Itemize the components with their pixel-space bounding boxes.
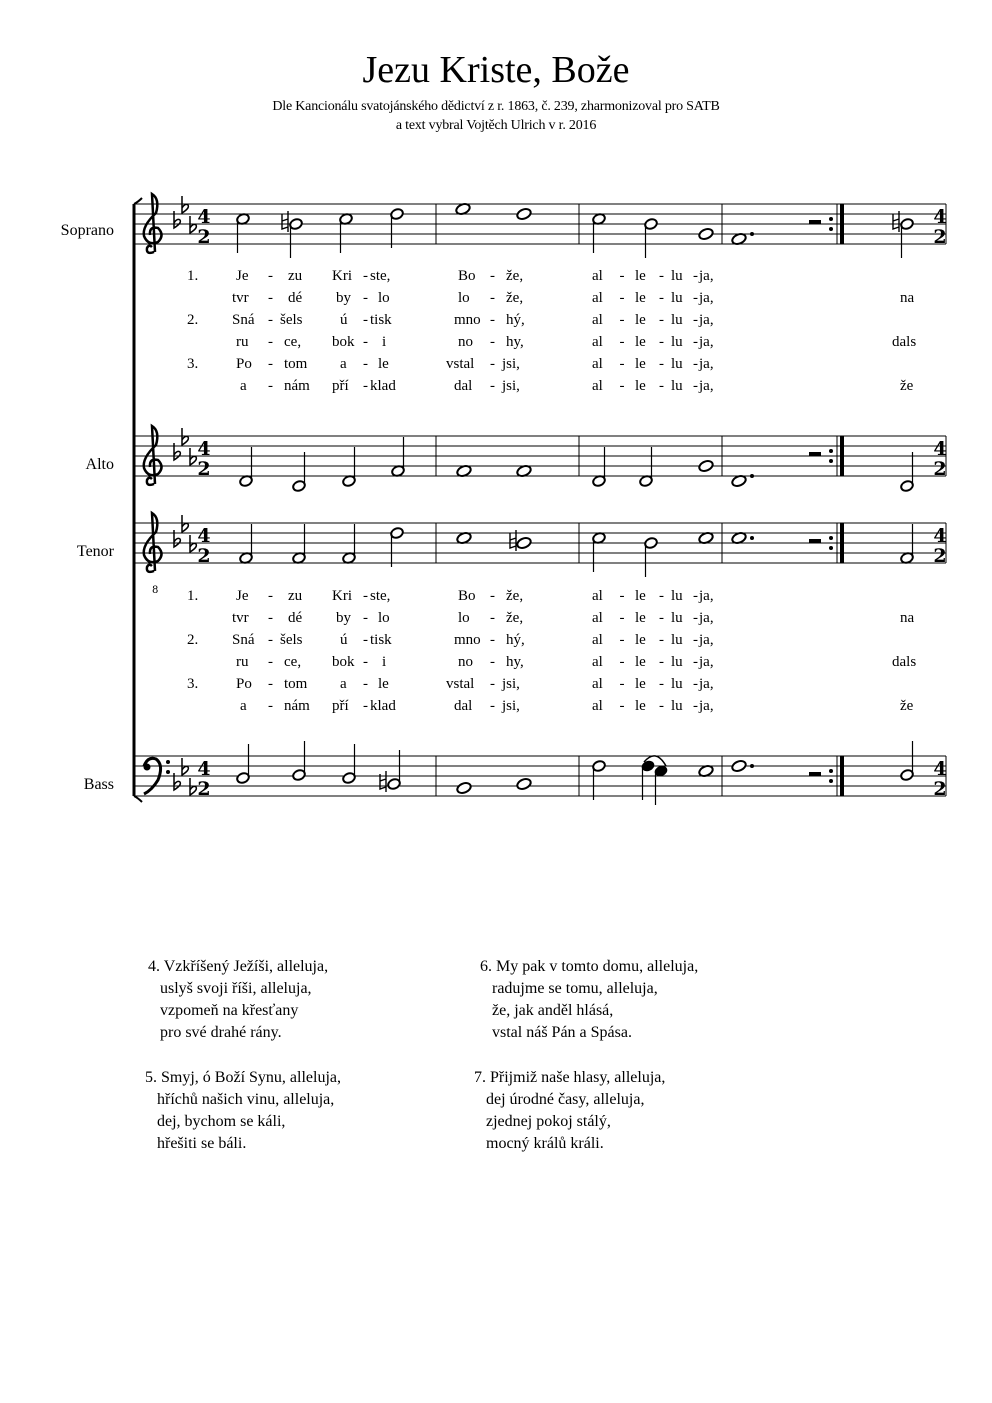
tenor-lyric-hyphen: -	[490, 676, 495, 692]
soprano-lyric-hyphen: -	[363, 290, 368, 306]
tenor-lyric-syllable: pří	[332, 698, 349, 714]
tenor-lyric-syllable: hý,	[506, 632, 525, 648]
alto-time-sig-bottom: 2	[197, 458, 211, 480]
soprano-half-rest	[809, 220, 821, 224]
tenor-lyric-syllable: al	[592, 588, 603, 604]
tenor-lyric-hyphen: -	[693, 654, 698, 670]
tenor-lyric-syllable: ja,	[699, 588, 714, 604]
soprano-lyric-hyphen: -	[619, 356, 625, 372]
tenor-lyric-syllable: že	[900, 698, 914, 714]
soprano-lyric-hyphen: -	[363, 334, 368, 350]
tenor-lyric-hyphen: -	[619, 588, 625, 604]
tenor-lyric-hyphen: -	[363, 698, 368, 714]
tenor-lyric-hyphen: -	[693, 632, 698, 648]
soprano-lyric-hyphen: -	[268, 290, 273, 306]
soprano-lyric-hyphen: -	[619, 312, 625, 328]
soprano-lyric-hyphen: -	[268, 356, 273, 372]
tenor-lyric-hyphen: -	[693, 676, 698, 692]
soprano-lyric-hyphen: -	[693, 378, 698, 394]
soprano-lyric-syllable: ja,	[699, 356, 714, 372]
soprano-lyric-hyphen: -	[659, 268, 664, 284]
soprano-note	[516, 207, 532, 221]
soprano-lyric-syllable: al	[592, 290, 603, 306]
tenor-lyric-syllable: ja,	[699, 698, 714, 714]
soprano-lyric-syllable: pří	[332, 378, 349, 394]
tenor-lyric-hyphen: -	[659, 698, 664, 714]
tenor-lyric-syllable: by	[336, 610, 351, 626]
tenor-lyric-hyphen: -	[693, 588, 698, 604]
soprano-time-sig-bottom: 2	[197, 226, 211, 248]
soprano-lyric-syllable: i	[382, 334, 387, 350]
soprano-time-sig-bottom: 2	[933, 226, 947, 248]
tenor-lyric-syllable: lu	[671, 654, 683, 670]
tenor-lyric-hyphen: -	[619, 632, 625, 648]
alto-time-sig-bottom: 2	[933, 458, 947, 480]
bass-bass-clef-dot	[166, 770, 170, 774]
bass-natural	[380, 771, 386, 792]
part-name-soprano: Soprano	[60, 222, 114, 239]
soprano-repeat-dot	[829, 217, 833, 221]
bass-half-rest	[809, 772, 821, 776]
tenor-lyric-hyphen: -	[619, 698, 625, 714]
part-name-alto: Alto	[85, 456, 114, 473]
tenor-lyric-syllable: al	[592, 698, 603, 714]
tenor-lyric-syllable: ja,	[699, 610, 714, 626]
soprano-lyric-syllable: jsi,	[502, 356, 520, 372]
tenor-lyric-hyphen: -	[490, 698, 495, 714]
tenor-lyric-syllable: že,	[506, 610, 524, 626]
soprano-lyric-syllable: ú	[340, 312, 348, 328]
tenor-lyric-syllable: Po	[236, 676, 252, 692]
page-title: Jezu Kriste, Bože	[362, 49, 630, 91]
soprano-lyric-syllable: hý,	[506, 312, 525, 328]
soprano-lyric-syllable: ja,	[699, 334, 714, 350]
bass-note	[731, 759, 747, 773]
soprano-lyric-hyphen: -	[363, 268, 368, 284]
tenor-lyric-syllable: ja,	[699, 676, 714, 692]
tenor-lyric-syllable: ce,	[284, 654, 302, 670]
soprano-lyric-verse-number: 1.	[187, 268, 199, 284]
soprano-lyric-syllable: ja,	[699, 268, 714, 284]
soprano-lyric-syllable: ru	[236, 334, 249, 350]
tenor-lyric-hyphen: -	[490, 632, 495, 648]
tenor-time-sig-bottom: 2	[197, 545, 211, 567]
soprano-lyric-hyphen: -	[268, 312, 273, 328]
tenor-lyric-verse-number: 3.	[187, 676, 199, 692]
soprano-lyric-hyphen: -	[490, 334, 495, 350]
soprano-lyric-hyphen: -	[659, 334, 664, 350]
soprano-lyric-syllable: lu	[671, 290, 683, 306]
alto-dot	[750, 474, 754, 478]
tenor-lyric-syllable: le	[635, 632, 646, 648]
tenor-lyric-hyphen: -	[659, 610, 664, 626]
soprano-lyric-syllable: Sná	[232, 312, 255, 328]
soprano-lyric-syllable: klad	[370, 378, 396, 394]
soprano-lyric-hyphen: -	[363, 312, 368, 328]
soprano-lyric-syllable: hy,	[506, 334, 524, 350]
alto-repeat-dot	[829, 459, 833, 463]
soprano-lyric-syllable: le	[635, 356, 646, 372]
bass-bass-clef-dot	[166, 760, 170, 764]
alto-note	[698, 459, 714, 473]
subtitle-line-1: Dle Kancionálu svatojánského dědictví z r. 1863, č. 239, zharmonizoval pro SATB	[272, 99, 720, 114]
soprano-lyric-hyphen: -	[619, 268, 625, 284]
soprano-lyric-hyphen: -	[363, 356, 368, 372]
tenor-dot	[750, 536, 754, 540]
tenor-lyric-syllable: lo	[378, 610, 390, 626]
tenor-lyric-syllable: ru	[236, 654, 249, 670]
tenor-lyric-syllable: šels	[280, 632, 303, 648]
soprano-lyric-syllable: le	[635, 290, 646, 306]
tenor-lyric-hyphen: -	[619, 654, 625, 670]
tenor-lyric-hyphen: -	[268, 588, 273, 604]
bracket-top-hook	[134, 198, 142, 204]
soprano-lyric-syllable: nám	[284, 378, 310, 394]
tenor-lyric-hyphen: -	[268, 610, 273, 626]
soprano-lyric-syllable: le	[635, 312, 646, 328]
tenor-lyric-syllable: tvr	[232, 610, 249, 626]
soprano-lyric-syllable: Bo	[458, 268, 476, 284]
subtitle-line-2: a text vybral Vojtěch Ulrich v r. 2016	[395, 118, 597, 133]
soprano-lyric-syllable: le	[378, 356, 389, 372]
soprano-repeat-dot	[829, 227, 833, 231]
soprano-time-sig-top: 4	[933, 206, 947, 228]
tenor-lyric-hyphen: -	[363, 654, 368, 670]
soprano-lyric-syllable: a	[240, 378, 247, 394]
soprano-lyric-syllable: dal	[454, 378, 473, 394]
tenor-lyric-hyphen: -	[659, 654, 664, 670]
tenor-lyric-hyphen: -	[363, 632, 368, 648]
tenor-lyric-syllable: lu	[671, 632, 683, 648]
soprano-lyric-syllable: le	[635, 334, 646, 350]
tenor-lyric-syllable: al	[592, 610, 603, 626]
bass-bass-clef-dot	[144, 764, 151, 771]
soprano-lyric-syllable: lu	[671, 356, 683, 372]
tenor-lyric-syllable: tisk	[370, 632, 392, 648]
soprano-lyric-syllable: ste,	[370, 268, 391, 284]
tenor-lyric-hyphen: -	[490, 610, 495, 626]
tenor-lyric-hyphen: -	[693, 610, 698, 626]
tenor-lyric-syllable: le	[635, 676, 646, 692]
soprano-lyric-syllable: tvr	[232, 290, 249, 306]
soprano-lyric-syllable: tisk	[370, 312, 392, 328]
tenor-lyric-syllable: ú	[340, 632, 348, 648]
bass-time-sig-bottom: 2	[197, 778, 211, 800]
tenor-lyric-syllable: le	[635, 588, 646, 604]
soprano-lyric-hyphen: -	[659, 312, 664, 328]
tenor-lyric-syllable: dé	[288, 610, 303, 626]
soprano-lyric-hyphen: -	[659, 356, 664, 372]
soprano-lyric-syllable: lo	[458, 290, 470, 306]
bass-note	[516, 777, 532, 791]
alto-half-rest	[809, 452, 821, 456]
soprano-dot	[750, 232, 754, 236]
tenor-octave-mark: 8	[152, 585, 159, 596]
tenor-lyric-hyphen: -	[659, 588, 664, 604]
bass-repeat-dot	[829, 779, 833, 783]
tenor-lyric-syllable: dal	[454, 698, 473, 714]
tenor-note	[516, 536, 532, 550]
part-name-bass: Bass	[83, 776, 114, 793]
soprano-lyric-syllable: dals	[892, 334, 917, 350]
soprano-lyric-syllable: Kri	[332, 268, 352, 284]
tenor-lyric-syllable: ja,	[699, 654, 714, 670]
part-name-tenor: Tenor	[76, 543, 114, 560]
soprano-lyric-syllable: že	[900, 378, 914, 394]
tenor-time-sig-bottom: 2	[933, 545, 947, 567]
tenor-lyric-syllable: vstal	[446, 676, 475, 692]
soprano-lyric-syllable: Je	[236, 268, 249, 284]
alto-repeat-dot	[829, 449, 833, 453]
tenor-time-sig-top: 4	[197, 525, 211, 547]
soprano-lyric-syllable: jsi,	[502, 378, 520, 394]
tenor-lyric-hyphen: -	[363, 610, 368, 626]
soprano-lyric-syllable: lu	[671, 268, 683, 284]
bass-repeat-dot	[829, 769, 833, 773]
verse-4: 4. Vzkříšený Ježíši, alleluja, uslyš svoji říši, alleluja, vzpomeň na křesťany pro své drahé rány.	[148, 958, 329, 1041]
bass-note	[456, 781, 472, 795]
soprano-lyric-hyphen: -	[268, 378, 273, 394]
verse-6: 6. My pak v tomto domu, alleluja, radujme se tomu, alleluja, že, jak anděl hlásá, vstal náš Pán a Spása.	[480, 958, 699, 1041]
tenor-lyric-syllable: a	[340, 676, 347, 692]
tenor-lyric-hyphen: -	[619, 676, 625, 692]
tenor-lyric-syllable: ste,	[370, 588, 391, 604]
soprano-lyric-hyphen: -	[693, 312, 698, 328]
tenor-lyric-syllable: lo	[458, 610, 470, 626]
tenor-lyric-hyphen: -	[363, 588, 368, 604]
tenor-lyric-hyphen: -	[693, 698, 698, 714]
soprano-lyric-hyphen: -	[490, 356, 495, 372]
tenor-lyric-verse-number: 1.	[187, 588, 199, 604]
tenor-lyric-syllable: tom	[284, 676, 308, 692]
tenor-lyric-syllable: le	[635, 698, 646, 714]
tenor-lyric-syllable: al	[592, 654, 603, 670]
verse-5: 5. Smyj, ó Boží Synu, alleluja, hříchů našich vinu, alleluja, dej, bychom se káli, hřešiti se báli.	[145, 1069, 341, 1152]
bass-time-sig-bottom: 2	[933, 778, 947, 800]
tenor-lyric-hyphen: -	[490, 588, 495, 604]
tenor-lyric-syllable: Sná	[232, 632, 255, 648]
soprano-lyric-syllable: al	[592, 334, 603, 350]
tenor-repeat-dot	[829, 536, 833, 540]
soprano-lyric-syllable: a	[340, 356, 347, 372]
tenor-repeat-dot	[829, 546, 833, 550]
tenor-lyric-syllable: Je	[236, 588, 249, 604]
soprano-lyric-syllable: tom	[284, 356, 308, 372]
tenor-half-rest	[809, 539, 821, 543]
bass-time-sig-top: 4	[197, 758, 211, 780]
tenor-lyric-hyphen: -	[268, 698, 273, 714]
soprano-lyric-syllable: ja,	[699, 378, 714, 394]
soprano-lyric-hyphen: -	[268, 268, 273, 284]
soprano-lyric-syllable: al	[592, 378, 603, 394]
soprano-lyric-syllable: le	[635, 268, 646, 284]
tenor-lyric-hyphen: -	[268, 676, 273, 692]
tenor-lyric-hyphen: -	[363, 676, 368, 692]
soprano-lyric-syllable: lu	[671, 378, 683, 394]
tenor-lyric-syllable: klad	[370, 698, 396, 714]
soprano-lyric-syllable: bok	[332, 334, 355, 350]
soprano-lyric-syllable: al	[592, 356, 603, 372]
bass-time-sig-top: 4	[933, 758, 947, 780]
tenor-lyric-syllable: le	[635, 654, 646, 670]
tenor-lyric-syllable: mno	[454, 632, 481, 648]
soprano-lyric-hyphen: -	[490, 312, 495, 328]
tenor-lyric-syllable: jsi,	[502, 676, 520, 692]
soprano-lyric-syllable: by	[336, 290, 351, 306]
tenor-time-sig-top: 4	[933, 525, 947, 547]
tenor-lyric-hyphen: -	[619, 610, 625, 626]
bass-dot	[750, 764, 754, 768]
soprano-lyric-hyphen: -	[490, 290, 495, 306]
tenor-lyric-syllable: Kri	[332, 588, 352, 604]
soprano-lyric-hyphen: -	[363, 378, 368, 394]
soprano-lyric-syllable: vstal	[446, 356, 475, 372]
tenor-lyric-syllable: le	[635, 610, 646, 626]
soprano-lyric-verse-number: 2.	[187, 312, 199, 328]
tenor-lyric-syllable: no	[458, 654, 473, 670]
tenor-lyric-hyphen: -	[268, 632, 273, 648]
tenor-lyric-syllable: al	[592, 676, 603, 692]
soprano-lyric-syllable: lu	[671, 334, 683, 350]
soprano-lyric-syllable: Po	[236, 356, 252, 372]
verse-7: 7. Přijmiž naše hlasy, alleluja, dej úrodné časy, alleluja, zjednej pokoj stálý, mocný králů králi.	[474, 1069, 666, 1152]
soprano-lyric-hyphen: -	[619, 334, 625, 350]
soprano-note	[698, 227, 714, 241]
soprano-lyric-syllable: le	[635, 378, 646, 394]
soprano-lyric-syllable: dé	[288, 290, 303, 306]
soprano-lyric-syllable: že,	[506, 268, 524, 284]
tenor-lyric-hyphen: -	[490, 654, 495, 670]
tenor-lyric-syllable: a	[240, 698, 247, 714]
soprano-lyric-syllable: ja,	[699, 312, 714, 328]
tenor-lyric-syllable: zu	[288, 588, 303, 604]
tenor-lyric-syllable: lu	[671, 676, 683, 692]
tenor-lyric-syllable: hy,	[506, 654, 524, 670]
soprano-lyric-syllable: no	[458, 334, 473, 350]
soprano-lyric-hyphen: -	[659, 378, 664, 394]
soprano-lyric-hyphen: -	[268, 334, 273, 350]
soprano-lyric-hyphen: -	[490, 268, 495, 284]
soprano-lyric-syllable: ce,	[284, 334, 302, 350]
soprano-lyric-syllable: lu	[671, 312, 683, 328]
tenor-lyric-syllable: že,	[506, 588, 524, 604]
soprano-lyric-syllable: lo	[378, 290, 390, 306]
soprano-lyric-syllable: na	[900, 290, 915, 306]
alto-time-sig-top: 4	[197, 438, 211, 460]
tenor-lyric-syllable: lu	[671, 698, 683, 714]
tenor-lyric-hyphen: -	[268, 654, 273, 670]
soprano-lyric-hyphen: -	[693, 268, 698, 284]
soprano-lyric-hyphen: -	[693, 334, 698, 350]
tenor-lyric-syllable: Bo	[458, 588, 476, 604]
soprano-lyric-hyphen: -	[693, 356, 698, 372]
tenor-lyric-syllable: lu	[671, 610, 683, 626]
tenor-lyric-syllable: dals	[892, 654, 917, 670]
soprano-lyric-syllable: mno	[454, 312, 481, 328]
soprano-time-sig-top: 4	[197, 206, 211, 228]
soprano-lyric-syllable: ja,	[699, 290, 714, 306]
soprano-lyric-syllable: že,	[506, 290, 524, 306]
tenor-lyric-syllable: nám	[284, 698, 310, 714]
soprano-lyric-hyphen: -	[619, 290, 625, 306]
tenor-lyric-syllable: jsi,	[502, 698, 520, 714]
tenor-lyric-syllable: i	[382, 654, 387, 670]
tenor-lyric-syllable: ja,	[699, 632, 714, 648]
soprano-lyric-hyphen: -	[693, 290, 698, 306]
soprano-lyric-syllable: al	[592, 268, 603, 284]
soprano-lyric-syllable: zu	[288, 268, 303, 284]
tenor-lyric-syllable: na	[900, 610, 915, 626]
bracket-bottom-hook	[134, 796, 142, 802]
tenor-lyric-syllable: bok	[332, 654, 355, 670]
soprano-lyric-syllable: šels	[280, 312, 303, 328]
tenor-lyric-syllable: le	[378, 676, 389, 692]
soprano-lyric-verse-number: 3.	[187, 356, 199, 372]
soprano-lyric-hyphen: -	[490, 378, 495, 394]
soprano-lyric-syllable: al	[592, 312, 603, 328]
soprano-lyric-hyphen: -	[619, 378, 625, 394]
tenor-lyric-syllable: al	[592, 632, 603, 648]
alto-time-sig-top: 4	[933, 438, 947, 460]
tenor-lyric-verse-number: 2.	[187, 632, 199, 648]
tenor-lyric-hyphen: -	[659, 676, 664, 692]
tenor-lyric-syllable: lu	[671, 588, 683, 604]
soprano-lyric-hyphen: -	[659, 290, 664, 306]
tenor-lyric-hyphen: -	[659, 632, 664, 648]
